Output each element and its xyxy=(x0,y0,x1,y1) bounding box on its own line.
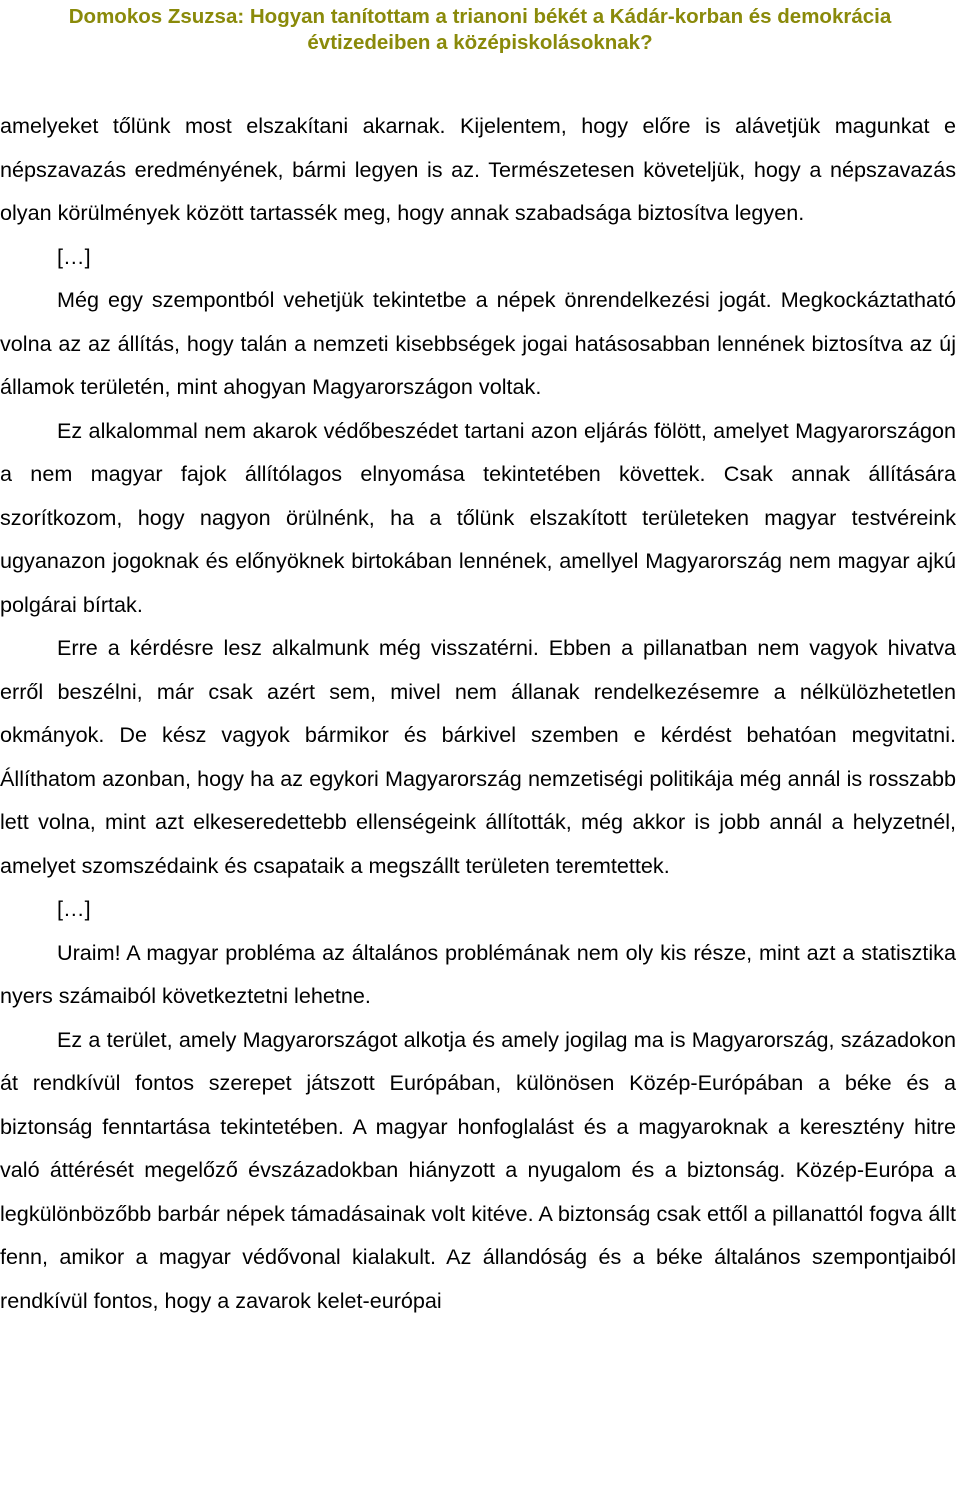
document-header xyxy=(0,4,960,56)
ellipsis-marker: […] xyxy=(57,896,91,921)
header-title-line-2: évtizedeiben a középiskolásoknak? xyxy=(307,31,653,54)
paragraph: Ez a terület, amely Magyarországot alkotja és amely jogilag ma is Magyarország, századokon át rendkívül fontos szerepet játszott Európában, különösen Közép-Európában a béke és a biztonság fenntartása tekintetében. A magyar honfoglalást és a magyaroknak a keresztény hitre való áttérését megelőző évszázadokban hiányzott a nyugalom és a biztonság. Közép-Európa a legkülönbözőbb barbár népek támadásainak volt kitéve. A biztonság csak ettől a pillanattól fogva állt fenn, amikor a magyar védővonal kialakult. Az állandóság és a béke általános szempontjaiból rendkívül fontos, hogy a zavarok kelet-európai xyxy=(0,1026,956,1313)
paragraph: Ez alkalommal nem akarok védőbeszédet tartani azon eljárás fölött, amelyet Magyarországon a nem magyar fajok állítólagos elnyomása tekintetében követtek. Csak annak állítására szorítkozom, hogy nagyon örülnénk, ha a tőlünk elszakított területeken magyar testvéreink ugyanazon jogoknak és előnyöknek birtokában lennének, amellyel Magyarország nem magyar ajkú polgárai bírtak. xyxy=(0,417,956,617)
header-title-line-1: Domokos Zsuzsa: Hogyan tanítottam a trianoni békét a Kádár-korban és demokrácia xyxy=(68,5,892,28)
ellipsis-marker: […] xyxy=(57,243,91,269)
paragraph: Uraim! A magyar probléma az általános problémának nem oly kis része, mint azt a statisztika nyers számaiból következtetni lehetne. xyxy=(0,939,956,1008)
paragraph: Még egy szempontból vehetjük tekintetbe a népek önrendelkezési jogát. Megkockáztatható volna az az állítás, hogy talán a nemzeti kisebbségek jogai hatásosabban lennének biztosítva az új államok területén, mint ahogyan Magyarországon voltak. xyxy=(0,287,956,399)
document-body xyxy=(0,104,956,1322)
paragraph-continuation: amelyeket tőlünk most elszakítani akarnak. Kijelentem, hogy előre is alávetjük magunkat e népszavazás eredményének, bármi legyen is az. Természetesen követeljük, hogy a népszavazás olyan körülmények között tartassék meg, hogy annak szabadsága biztosítva legyen. xyxy=(0,113,956,225)
paragraph: Erre a kérdésre lesz alkalmunk még visszatérni. Ebben a pillanatban nem vagyok hivatva erről beszélni, már csak azért sem, mivel nem állanak rendelkezésemre a nélkülözhetetlen okmányok. De kész vagyok bármikor és bárkivel szemben e kérdést behatóan megvitatni. Állíthatom azonban, hogy ha az egykori Magyarország nemzetiségi politikája még annál is rosszabb lett volna, mint azt elkeseredettebb ellenségeink állították, még akkor is jobb annál a helyzetnél, amelyet szomszédaink és csapataik a megszállt területen teremtettek. xyxy=(0,635,956,878)
